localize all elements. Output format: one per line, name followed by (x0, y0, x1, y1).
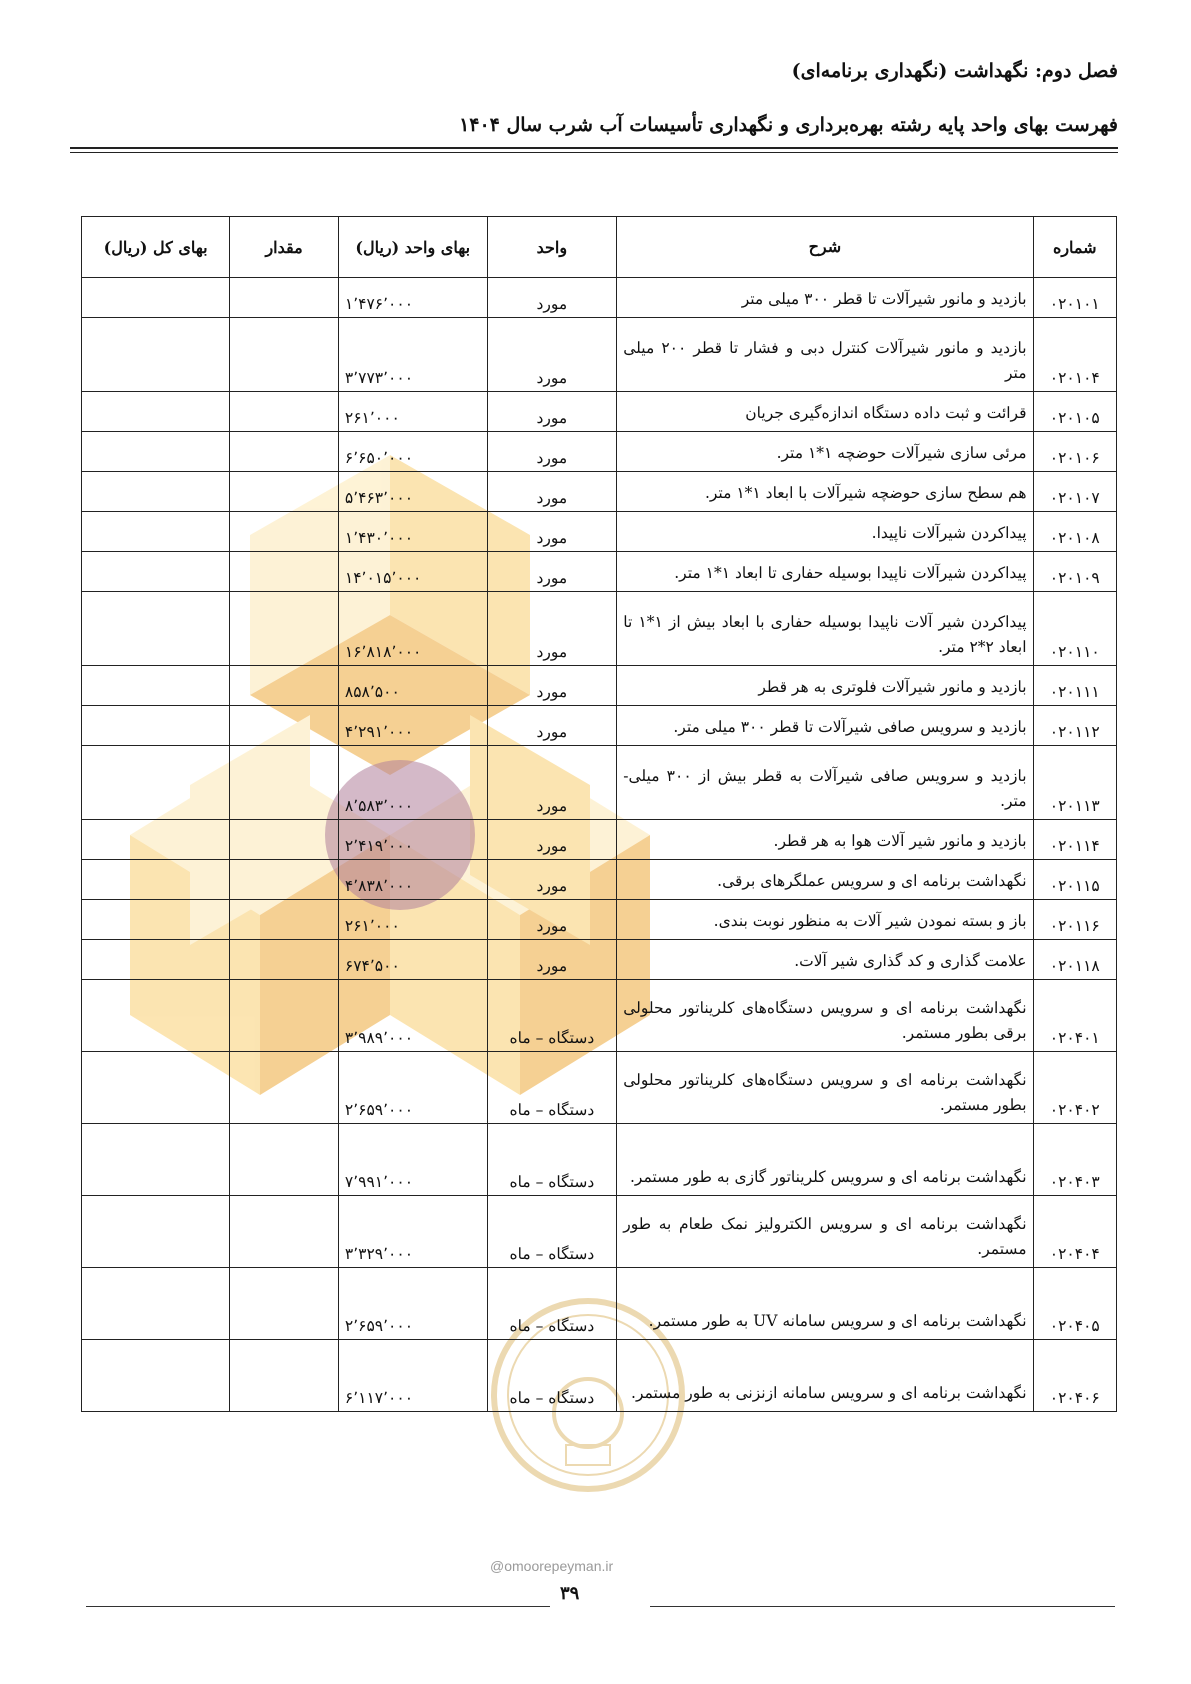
table-header-row (82, 217, 1117, 278)
item-code: ۰۲۰۱۰۹ (1033, 552, 1116, 592)
table-row (82, 512, 1117, 552)
item-unit-price: ۸٬۵۸۳٬۰۰۰ (338, 746, 487, 820)
item-total-price (82, 1052, 230, 1124)
item-description: نگهداشت برنامه ای و سرویس الکترولیز نمک طعام به طور مستمر. (617, 1196, 1033, 1268)
item-code: ۰۲۰۴۰۵ (1033, 1268, 1116, 1340)
item-description: مرئی سازی شیرآلات حوضچه ۱*۱ متر. (617, 432, 1033, 472)
table-row (82, 746, 1117, 820)
item-quantity (230, 552, 339, 592)
item-description: نگهداشت برنامه ای و سرویس کلریناتور گازی به طور مستمر. (617, 1124, 1033, 1196)
table-row (82, 980, 1117, 1052)
item-quantity (230, 1340, 339, 1412)
item-quantity (230, 1124, 339, 1196)
item-quantity (230, 1196, 339, 1268)
item-total-price (82, 1124, 230, 1196)
header-total-price: بهای کل (ریال) (82, 217, 230, 278)
item-description: بازدید و مانور شیرآلات فلوتری به هر قطر (617, 666, 1033, 706)
chapter-title: فصل دوم: نگهداشت (نگهداری برنامه‌ای) (791, 60, 1118, 82)
item-code: ۰۲۰۱۰۸ (1033, 512, 1116, 552)
price-list-table (81, 216, 1117, 1412)
item-unit-price: ۲۶۱٬۰۰۰ (338, 392, 487, 432)
header-rule-thin (70, 152, 1118, 153)
item-unit-price: ۱۶٬۸۱۸٬۰۰۰ (338, 592, 487, 666)
table-row (82, 706, 1117, 746)
item-total-price (82, 860, 230, 900)
item-total-price (82, 552, 230, 592)
table-row (82, 432, 1117, 472)
item-unit-price: ۸۵۸٬۵۰۰ (338, 666, 487, 706)
item-unit: دستگاه – ماه (487, 1124, 617, 1196)
header-code: شماره (1033, 217, 1116, 278)
page-number: ۳۹ (560, 1583, 580, 1604)
table-row (82, 1340, 1117, 1412)
item-total-price (82, 512, 230, 552)
item-unit: مورد (487, 746, 617, 820)
item-total-price (82, 746, 230, 820)
item-description: پیداکردن شیرآلات ناپیدا. (617, 512, 1033, 552)
item-description: پیداکردن شیرآلات ناپیدا بوسیله حفاری تا ابعاد ۱*۱ متر. (617, 552, 1033, 592)
item-description: نگهداشت برنامه ای و سرویس سامانه ازنزنی به طور مستمر. (617, 1340, 1033, 1412)
item-unit: مورد (487, 820, 617, 860)
item-description: باز و بسته نمودن شیر آلات به منظور نوبت بندی. (617, 900, 1033, 940)
table-row (82, 1124, 1117, 1196)
item-total-price (82, 392, 230, 432)
item-code: ۰۲۰۴۰۶ (1033, 1340, 1116, 1412)
table-row (82, 860, 1117, 900)
item-quantity (230, 820, 339, 860)
item-unit-price: ۱٬۴۷۶٬۰۰۰ (338, 278, 487, 318)
table-row (82, 820, 1117, 860)
item-total-price (82, 900, 230, 940)
item-code: ۰۲۰۱۰۴ (1033, 318, 1116, 392)
item-unit: مورد (487, 432, 617, 472)
table-row (82, 552, 1117, 592)
item-total-price (82, 980, 230, 1052)
item-unit: مورد (487, 940, 617, 980)
header-unit: واحد (487, 217, 617, 278)
item-unit-price: ۳٬۹۸۹٬۰۰۰ (338, 980, 487, 1052)
item-code: ۰۲۰۴۰۲ (1033, 1052, 1116, 1124)
item-code: ۰۲۰۱۱۵ (1033, 860, 1116, 900)
item-description: پیداکردن شیر آلات ناپیدا بوسیله حفاری با ابعاد بیش از ۱*۱ تا ابعاد ۲*۲ متر. (617, 592, 1033, 666)
table-row (82, 472, 1117, 512)
item-unit: مورد (487, 900, 617, 940)
table-body (82, 278, 1117, 1412)
item-code: ۰۲۰۱۱۴ (1033, 820, 1116, 860)
item-total-price (82, 820, 230, 860)
item-unit: دستگاه – ماه (487, 980, 617, 1052)
table-row (82, 392, 1117, 432)
item-code: ۰۲۰۱۱۶ (1033, 900, 1116, 940)
table-row (82, 278, 1117, 318)
item-total-price (82, 472, 230, 512)
item-quantity (230, 746, 339, 820)
footer-rule-left (86, 1606, 550, 1607)
item-total-price (82, 1340, 230, 1412)
item-unit-price: ۴٬۲۹۱٬۰۰۰ (338, 706, 487, 746)
item-quantity (230, 900, 339, 940)
item-code: ۰۲۰۱۱۲ (1033, 706, 1116, 746)
header-unit-price: بهای واحد (ریال) (338, 217, 487, 278)
item-total-price (82, 318, 230, 392)
item-total-price (82, 1268, 230, 1340)
item-code: ۰۲۰۴۰۴ (1033, 1196, 1116, 1268)
item-unit-price: ۲۶۱٬۰۰۰ (338, 900, 487, 940)
item-total-price (82, 1196, 230, 1268)
item-code: ۰۲۰۱۱۸ (1033, 940, 1116, 980)
item-unit-price: ۶۷۴٬۵۰۰ (338, 940, 487, 980)
item-description: نگهداشت برنامه ای و سرویس عملگرهای برقی. (617, 860, 1033, 900)
item-unit-price: ۴٬۸۳۸٬۰۰۰ (338, 860, 487, 900)
item-unit: مورد (487, 392, 617, 432)
item-unit: دستگاه – ماه (487, 1196, 617, 1268)
item-total-price (82, 592, 230, 666)
item-quantity (230, 860, 339, 900)
item-unit-price: ۶٬۱۱۷٬۰۰۰ (338, 1340, 487, 1412)
item-unit-price: ۳٬۷۷۳٬۰۰۰ (338, 318, 487, 392)
item-quantity (230, 1052, 339, 1124)
item-description: بازدید و مانور شیر آلات هوا به هر قطر. (617, 820, 1033, 860)
item-total-price (82, 940, 230, 980)
item-quantity (230, 980, 339, 1052)
item-description: بازدید و مانور شیرآلات تا قطر ۳۰۰ میلی متر (617, 278, 1033, 318)
item-total-price (82, 706, 230, 746)
item-description: بازدید و سرویس صافی شیرآلات تا قطر ۳۰۰ میلی متر. (617, 706, 1033, 746)
item-unit-price: ۲٬۶۵۹٬۰۰۰ (338, 1268, 487, 1340)
item-unit: مورد (487, 592, 617, 666)
item-quantity (230, 512, 339, 552)
item-quantity (230, 940, 339, 980)
table-row (82, 940, 1117, 980)
item-unit: مورد (487, 278, 617, 318)
item-unit: دستگاه – ماه (487, 1268, 617, 1340)
item-unit-price: ۳٬۳۲۹٬۰۰۰ (338, 1196, 487, 1268)
item-total-price (82, 666, 230, 706)
table-row (82, 1196, 1117, 1268)
item-unit: مورد (487, 552, 617, 592)
item-code: ۰۲۰۱۰۶ (1033, 432, 1116, 472)
table-row (82, 592, 1117, 666)
item-quantity (230, 1268, 339, 1340)
item-unit-price: ۲٬۶۵۹٬۰۰۰ (338, 1052, 487, 1124)
item-unit: مورد (487, 318, 617, 392)
item-quantity (230, 392, 339, 432)
header-rule-thick (70, 147, 1118, 149)
item-description: نگهداشت برنامه ای و سرویس دستگاه‌های کلریناتور محلولی بطور مستمر. (617, 1052, 1033, 1124)
item-description: هم سطح سازی حوضچه شیرآلات با ابعاد ۱*۱ متر. (617, 472, 1033, 512)
item-code: ۰۲۰۱۱۱ (1033, 666, 1116, 706)
item-code: ۰۲۰۱۰۱ (1033, 278, 1116, 318)
item-unit: دستگاه – ماه (487, 1340, 617, 1412)
item-unit-price: ۲٬۴۱۹٬۰۰۰ (338, 820, 487, 860)
item-unit: مورد (487, 860, 617, 900)
item-unit-price: ۶٬۶۵۰٬۰۰۰ (338, 432, 487, 472)
item-code: ۰۲۰۱۰۵ (1033, 392, 1116, 432)
item-total-price (82, 278, 230, 318)
item-description: قرائت و ثبت داده دستگاه اندازه‌گیری جریان (617, 392, 1033, 432)
item-unit: مورد (487, 666, 617, 706)
item-quantity (230, 432, 339, 472)
item-code: ۰۲۰۴۰۳ (1033, 1124, 1116, 1196)
header-quantity: مقدار (230, 217, 339, 278)
item-unit-price: ۱٬۴۳۰٬۰۰۰ (338, 512, 487, 552)
item-code: ۰۲۰۱۱۳ (1033, 746, 1116, 820)
item-description: نگهداشت برنامه ای و سرویس سامانه UV به طور مستمر. (617, 1268, 1033, 1340)
item-unit: مورد (487, 706, 617, 746)
item-quantity (230, 318, 339, 392)
table-row (82, 666, 1117, 706)
table-row (82, 1052, 1117, 1124)
item-quantity (230, 592, 339, 666)
item-quantity (230, 706, 339, 746)
item-code: ۰۲۰۴۰۱ (1033, 980, 1116, 1052)
item-description: علامت گذاری و کد گذاری شیر آلات. (617, 940, 1033, 980)
table-row (82, 318, 1117, 392)
item-unit: دستگاه – ماه (487, 1052, 617, 1124)
table-row (82, 1268, 1117, 1340)
item-unit-price: ۵٬۴۶۳٬۰۰۰ (338, 472, 487, 512)
item-description: بازدید و سرویس صافی شیرآلات به قطر بیش از ۳۰۰ میلی- متر. (617, 746, 1033, 820)
item-code: ۰۲۰۱۱۰ (1033, 592, 1116, 666)
footer-rule-right (650, 1606, 1115, 1607)
table-row (82, 900, 1117, 940)
item-unit: مورد (487, 472, 617, 512)
item-unit: مورد (487, 512, 617, 552)
item-quantity (230, 472, 339, 512)
item-description: بازدید و مانور شیرآلات کنترل دبی و فشار تا قطر ۲۰۰ میلی متر (617, 318, 1033, 392)
header-description: شرح (617, 217, 1033, 278)
item-quantity (230, 666, 339, 706)
item-unit-price: ۷٬۹۹۱٬۰۰۰ (338, 1124, 487, 1196)
item-unit-price: ۱۴٬۰۱۵٬۰۰۰ (338, 552, 487, 592)
item-quantity (230, 278, 339, 318)
list-title: فهرست بهای واحد پایه رشته بهره‌برداری و نگهداری تأسیسات آب شرب سال ۱۴۰۴ (459, 114, 1118, 136)
site-watermark: @omoorepeyman.ir (490, 1558, 614, 1574)
item-code: ۰۲۰۱۰۷ (1033, 472, 1116, 512)
item-description: نگهداشت برنامه ای و سرویس دستگاه‌های کلریناتور محلولی برقی بطور مستمر. (617, 980, 1033, 1052)
item-total-price (82, 432, 230, 472)
page-header (70, 60, 1118, 136)
